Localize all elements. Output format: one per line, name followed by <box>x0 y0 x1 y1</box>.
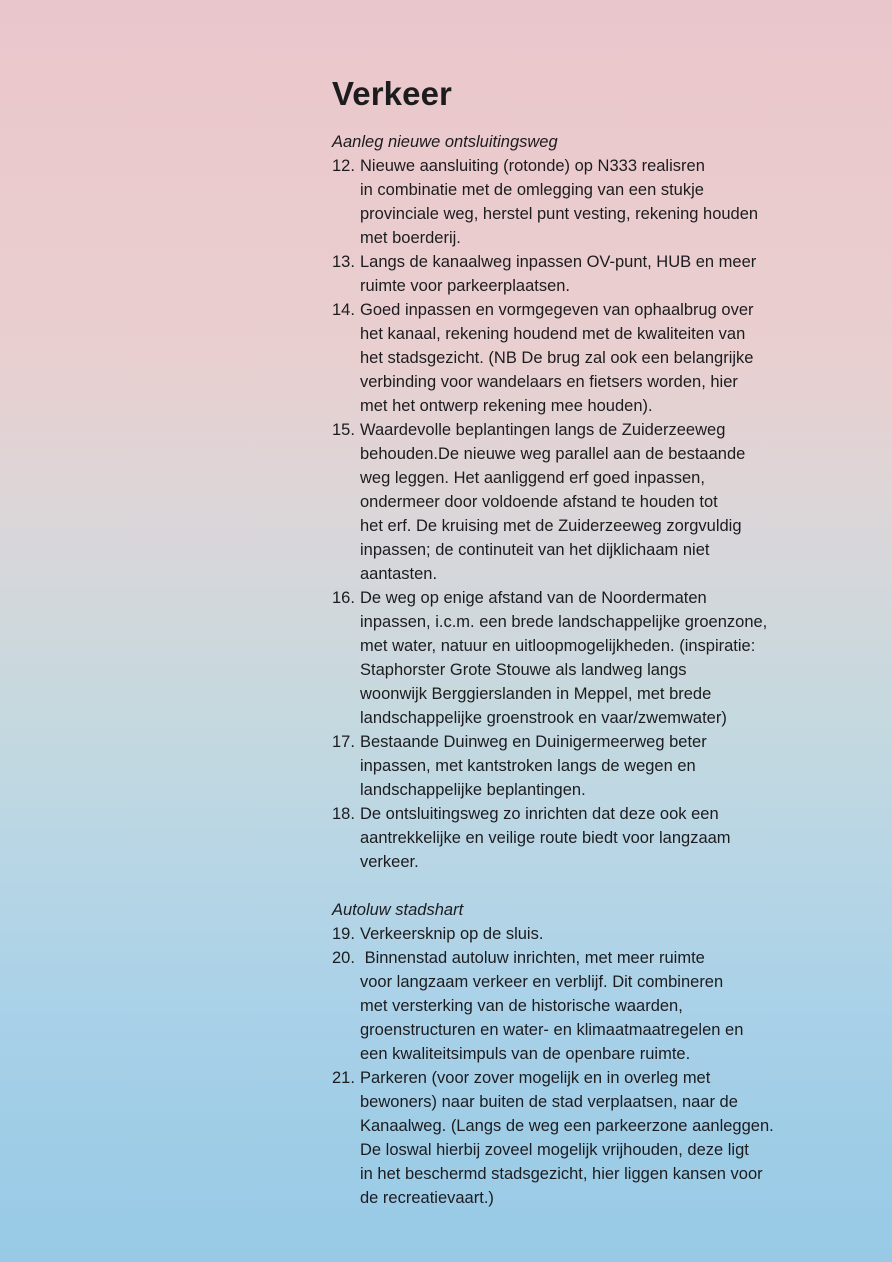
document-page <box>332 75 832 1210</box>
item-line: Bestaande Duinweg en Duinigermeerweg beter <box>360 733 707 751</box>
item-line: met het ontwerp rekening mee houden). <box>360 397 653 415</box>
item-line: Nieuwe aansluiting (rotonde) op N333 realisren <box>360 157 705 175</box>
item-text <box>360 250 832 298</box>
section-title: Verkeer <box>332 75 452 112</box>
item-line: het stadsgezicht. (NB De brug zal ook een belangrijke <box>360 349 754 367</box>
item-line: de recreatievaart.) <box>360 1189 494 1207</box>
item-number: 14. <box>332 301 355 319</box>
item-number: 20. <box>332 949 355 967</box>
item-number: 19. <box>332 925 355 943</box>
item-line: Waardevolle beplantingen langs de Zuiderzeeweg <box>360 421 726 439</box>
item-line: bewoners) naar buiten de stad verplaatsen, naar de <box>360 1093 738 1111</box>
item-line: behouden.De nieuwe weg parallel aan de bestaande <box>360 445 746 463</box>
item-number: 16. <box>332 589 355 607</box>
subsection-autoluw-stadshart <box>332 898 832 1210</box>
item-line: het kanaal, rekening houdend met de kwaliteiten van <box>360 325 746 343</box>
item-line: inpassen, i.c.m. een brede landschappelijke groenzone, <box>360 613 768 631</box>
item-number: 12. <box>332 157 355 175</box>
item-text <box>360 154 832 250</box>
list-item-12 <box>332 154 832 250</box>
item-text <box>360 586 832 730</box>
item-line: ruimte voor parkeerplaatsen. <box>360 277 571 295</box>
item-list <box>332 922 832 1210</box>
item-line: verkeer. <box>360 853 419 871</box>
item-line: De loswal hierbij zoveel mogelijk vrijhouden, deze ligt <box>360 1141 749 1159</box>
item-line: met boerderij. <box>360 229 461 247</box>
subsection-aanleg-ontsluitingsweg <box>332 130 832 874</box>
item-list <box>332 154 832 874</box>
item-line: Kanaalweg. (Langs de weg een parkeerzone aanleggen. <box>360 1117 774 1135</box>
item-line: Langs de kanaalweg inpassen OV-punt, HUB en meer <box>360 253 757 271</box>
item-line: landschappelijke beplantingen. <box>360 781 586 799</box>
list-item-21 <box>332 1066 832 1210</box>
item-line: in combinatie met de omlegging van een stukje <box>360 181 704 199</box>
item-line: ondermeer door voldoende afstand te houden tot <box>360 493 718 511</box>
list-item-19 <box>332 922 832 946</box>
item-line: landschappelijke groenstrook en vaar/zwemwater) <box>360 709 727 727</box>
item-text <box>360 418 832 586</box>
item-line: Verkeersknip op de sluis. <box>360 925 544 943</box>
item-line: verbinding voor wandelaars en fietsers worden, hier <box>360 373 738 391</box>
item-number: 17. <box>332 733 355 751</box>
section-spacer <box>332 874 832 898</box>
item-line: Parkeren (voor zover mogelijk en in overleg met <box>360 1069 711 1087</box>
item-line: inpassen; de continuteit van het dijklichaam niet <box>360 541 710 559</box>
item-line: aantrekkelijke en veilige route biedt voor langzaam <box>360 829 731 847</box>
item-line: Binnenstad autoluw inrichten, met meer ruimte <box>360 949 705 967</box>
item-line: het erf. De kruising met de Zuiderzeeweg zorgvuldig <box>360 517 742 535</box>
item-number: 18. <box>332 805 355 823</box>
subsection-title: Aanleg nieuwe ontsluitingsweg <box>332 133 558 151</box>
subsection-title: Autoluw stadshart <box>332 901 464 919</box>
list-item-15 <box>332 418 832 586</box>
list-item-18 <box>332 802 832 874</box>
item-text <box>360 730 832 802</box>
item-line: Goed inpassen en vormgegeven van ophaalbrug over <box>360 301 754 319</box>
item-line: aantasten. <box>360 565 438 583</box>
item-number: 13. <box>332 253 355 271</box>
list-item-17 <box>332 730 832 802</box>
list-item-20 <box>332 946 832 1066</box>
item-line: in het beschermd stadsgezicht, hier liggen kansen voor <box>360 1165 763 1183</box>
item-text <box>360 922 832 946</box>
item-line: met versterking van de historische waarden, <box>360 997 683 1015</box>
item-line: woonwijk Berggierslanden in Meppel, met brede <box>360 685 712 703</box>
item-line: provinciale weg, herstel punt vesting, rekening houden <box>360 205 759 223</box>
item-line: groenstructuren en water- en klimaatmaatregelen en <box>360 1021 744 1039</box>
item-line: een kwaliteitsimpuls van de openbare ruimte. <box>360 1045 691 1063</box>
item-line: De weg op enige afstand van de Noordermaten <box>360 589 707 607</box>
item-number: 21. <box>332 1069 355 1087</box>
item-text <box>360 802 832 874</box>
item-line: weg leggen. Het aanliggend erf goed inpassen, <box>360 469 705 487</box>
list-item-16 <box>332 586 832 730</box>
item-text <box>360 946 832 1066</box>
item-line: Staphorster Grote Stouwe als landweg langs <box>360 661 687 679</box>
item-number: 15. <box>332 421 355 439</box>
item-line: voor langzaam verkeer en verblijf. Dit combineren <box>360 973 724 991</box>
item-text <box>360 1066 832 1210</box>
item-text <box>360 298 832 418</box>
list-item-14 <box>332 298 832 418</box>
list-item-13 <box>332 250 832 298</box>
item-line: met water, natuur en uitloopmogelijkheden. (inspiratie: <box>360 637 756 655</box>
item-line: inpassen, met kantstroken langs de wegen en <box>360 757 696 775</box>
item-line: De ontsluitingsweg zo inrichten dat deze ook een <box>360 805 719 823</box>
